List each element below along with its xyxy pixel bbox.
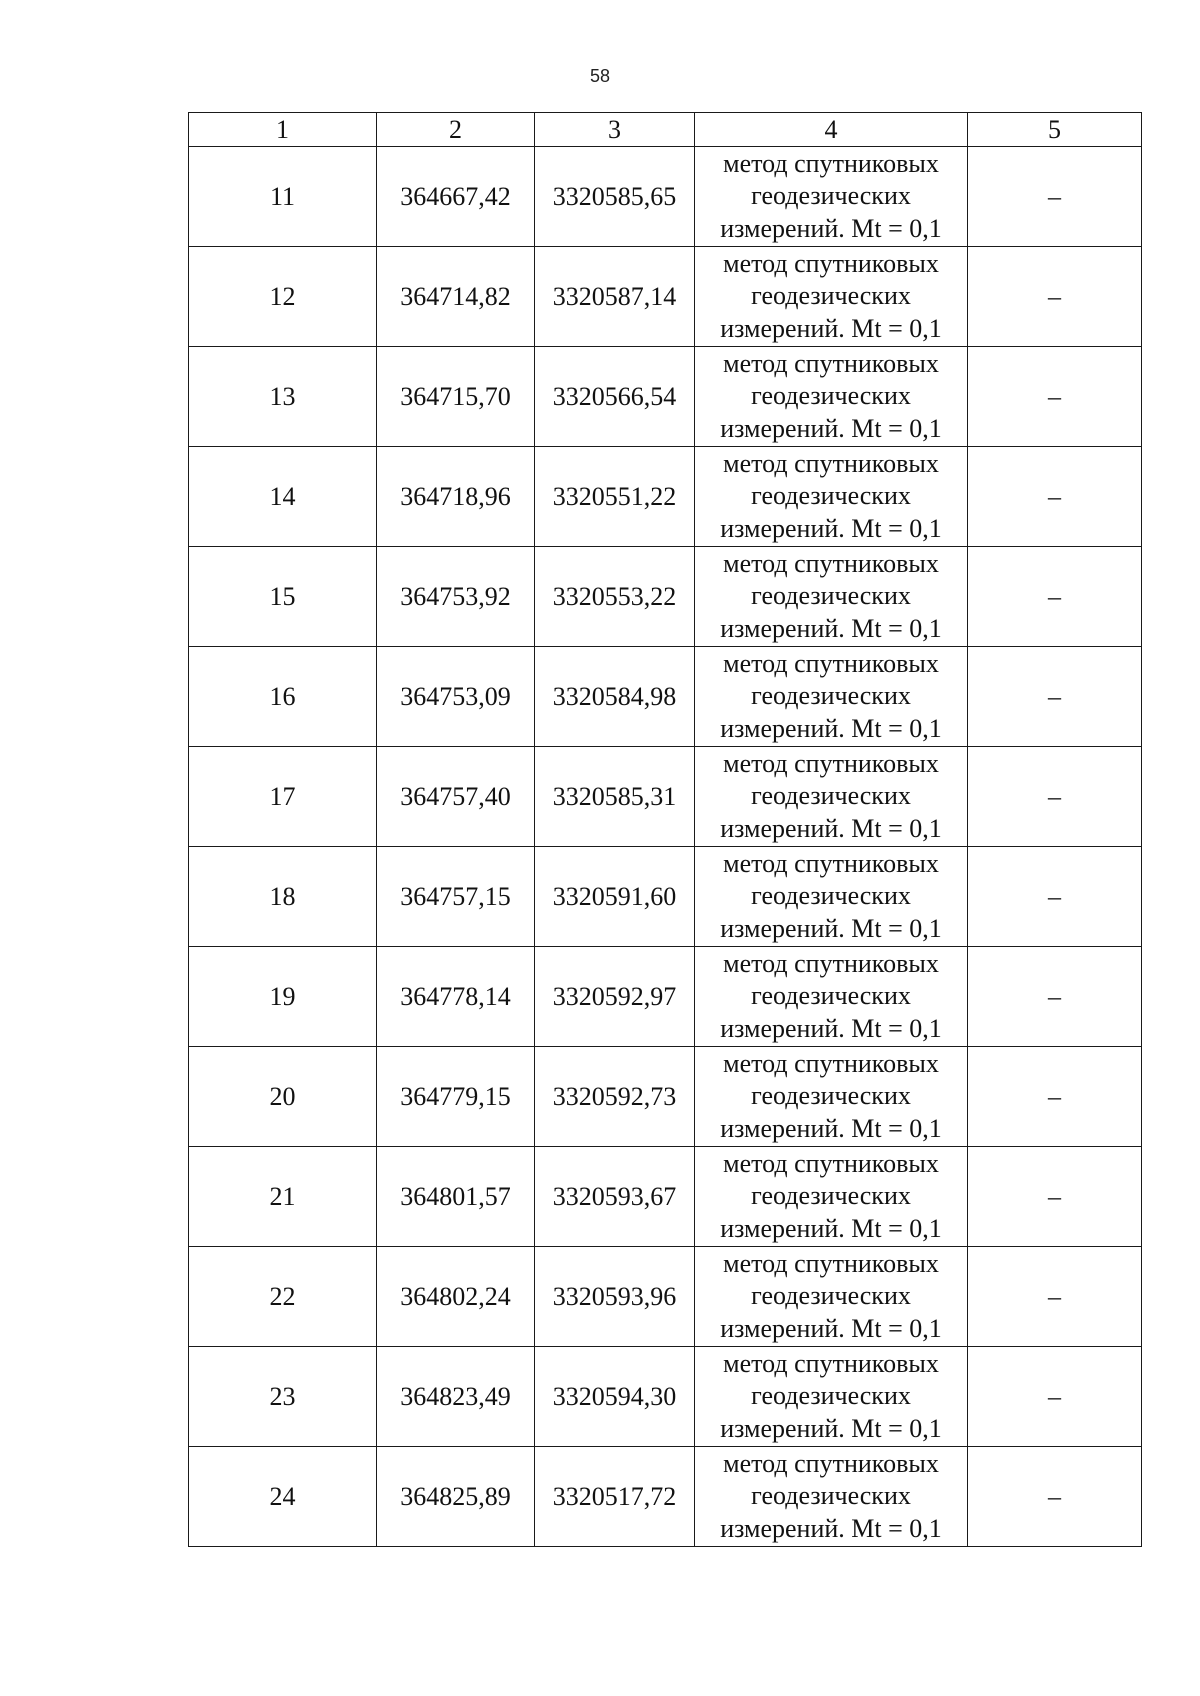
method-line: метод спутниковых (723, 1448, 939, 1478)
table-row (189, 147, 1142, 247)
note-cell: – (968, 547, 1142, 647)
coordinates-table-container (188, 112, 1141, 1547)
table-row (189, 947, 1142, 1047)
table-row (189, 1047, 1142, 1147)
method-line: измерений. Mt = 0,1 (720, 913, 942, 943)
method-cell (695, 1347, 968, 1447)
y-coordinate-cell: 3320517,72 (535, 1447, 695, 1547)
method-line: измерений. Mt = 0,1 (720, 1213, 942, 1243)
x-coordinate-cell: 364802,24 (377, 1247, 535, 1347)
method-line: метод спутниковых (723, 648, 939, 678)
method-line: геодезических (751, 1381, 911, 1411)
table-row (189, 447, 1142, 547)
note-cell: – (968, 647, 1142, 747)
x-coordinate-cell: 364757,40 (377, 747, 535, 847)
method-cell (695, 747, 968, 847)
x-coordinate-cell: 364667,42 (377, 147, 535, 247)
note-cell: – (968, 447, 1142, 547)
y-coordinate-cell: 3320585,65 (535, 147, 695, 247)
x-coordinate-cell: 364779,15 (377, 1047, 535, 1147)
column-header: 1 (189, 113, 377, 147)
table-row (189, 647, 1142, 747)
note-cell: – (968, 1347, 1142, 1447)
y-coordinate-cell: 3320551,22 (535, 447, 695, 547)
method-cell (695, 547, 968, 647)
point-number-cell: 20 (189, 1047, 377, 1147)
coordinates-table (188, 112, 1142, 1547)
y-coordinate-cell: 3320587,14 (535, 247, 695, 347)
table-row (189, 1447, 1142, 1547)
method-line: геодезических (751, 1181, 911, 1211)
method-line: метод спутниковых (723, 848, 939, 878)
method-line: метод спутниковых (723, 1148, 939, 1178)
point-number-cell: 16 (189, 647, 377, 747)
method-line: геодезических (751, 181, 911, 211)
column-header: 2 (377, 113, 535, 147)
method-line: измерений. Mt = 0,1 (720, 1413, 942, 1443)
note-cell: – (968, 747, 1142, 847)
point-number-cell: 23 (189, 1347, 377, 1447)
method-cell (695, 1247, 968, 1347)
method-line: измерений. Mt = 0,1 (720, 813, 942, 843)
column-header: 4 (695, 113, 968, 147)
table-row (189, 247, 1142, 347)
x-coordinate-cell: 364714,82 (377, 247, 535, 347)
point-number-cell: 19 (189, 947, 377, 1047)
table-row (189, 847, 1142, 947)
point-number-cell: 17 (189, 747, 377, 847)
method-line: метод спутниковых (723, 348, 939, 378)
x-coordinate-cell: 364825,89 (377, 1447, 535, 1547)
method-line: метод спутниковых (723, 748, 939, 778)
point-number-cell: 21 (189, 1147, 377, 1247)
method-line: геодезических (751, 881, 911, 911)
method-cell (695, 447, 968, 547)
method-line: метод спутниковых (723, 1048, 939, 1078)
method-line: геодезических (751, 981, 911, 1011)
method-line: измерений. Mt = 0,1 (720, 213, 942, 243)
method-line: геодезических (751, 281, 911, 311)
note-cell: – (968, 1047, 1142, 1147)
method-cell (695, 847, 968, 947)
x-coordinate-cell: 364753,92 (377, 547, 535, 647)
y-coordinate-cell: 3320591,60 (535, 847, 695, 947)
method-line: метод спутниковых (723, 548, 939, 578)
point-number-cell: 14 (189, 447, 377, 547)
note-cell: – (968, 1247, 1142, 1347)
method-cell (695, 947, 968, 1047)
x-coordinate-cell: 364757,15 (377, 847, 535, 947)
point-number-cell: 15 (189, 547, 377, 647)
column-header: 3 (535, 113, 695, 147)
method-line: геодезических (751, 681, 911, 711)
y-coordinate-cell: 3320585,31 (535, 747, 695, 847)
point-number-cell: 22 (189, 1247, 377, 1347)
point-number-cell: 13 (189, 347, 377, 447)
page-number: 58 (589, 66, 611, 86)
note-cell: – (968, 1447, 1142, 1547)
method-line: метод спутниковых (723, 448, 939, 478)
method-line: метод спутниковых (723, 1248, 939, 1278)
note-cell: – (968, 847, 1142, 947)
method-line: метод спутниковых (723, 1348, 939, 1378)
method-cell (695, 1447, 968, 1547)
column-header: 5 (968, 113, 1142, 147)
method-cell (695, 347, 968, 447)
method-line: геодезических (751, 481, 911, 511)
x-coordinate-cell: 364823,49 (377, 1347, 535, 1447)
y-coordinate-cell: 3320593,67 (535, 1147, 695, 1247)
y-coordinate-cell: 3320553,22 (535, 547, 695, 647)
method-line: геодезических (751, 381, 911, 411)
note-cell: – (968, 347, 1142, 447)
method-cell (695, 147, 968, 247)
x-coordinate-cell: 364801,57 (377, 1147, 535, 1247)
method-line: измерений. Mt = 0,1 (720, 413, 942, 443)
y-coordinate-cell: 3320592,73 (535, 1047, 695, 1147)
method-line: геодезических (751, 781, 911, 811)
method-line: измерений. Mt = 0,1 (720, 613, 942, 643)
x-coordinate-cell: 364753,09 (377, 647, 535, 747)
point-number-cell: 18 (189, 847, 377, 947)
method-cell (695, 1147, 968, 1247)
method-line: измерений. Mt = 0,1 (720, 1513, 942, 1543)
method-line: метод спутниковых (723, 148, 939, 178)
method-line: измерений. Mt = 0,1 (720, 1313, 942, 1343)
table-row (189, 1147, 1142, 1247)
note-cell: – (968, 247, 1142, 347)
method-line: измерений. Mt = 0,1 (720, 713, 942, 743)
method-line: метод спутниковых (723, 248, 939, 278)
method-line: геодезических (751, 1081, 911, 1111)
table-row (189, 1247, 1142, 1347)
table-header (189, 113, 1142, 147)
method-line: измерений. Mt = 0,1 (720, 513, 942, 543)
y-coordinate-cell: 3320566,54 (535, 347, 695, 447)
method-cell (695, 1047, 968, 1147)
x-coordinate-cell: 364715,70 (377, 347, 535, 447)
x-coordinate-cell: 364778,14 (377, 947, 535, 1047)
method-line: геодезических (751, 1281, 911, 1311)
table-body (189, 147, 1142, 1547)
note-cell: – (968, 147, 1142, 247)
x-coordinate-cell: 364718,96 (377, 447, 535, 547)
method-line: измерений. Mt = 0,1 (720, 313, 942, 343)
y-coordinate-cell: 3320593,96 (535, 1247, 695, 1347)
method-cell (695, 647, 968, 747)
point-number-cell: 12 (189, 247, 377, 347)
method-cell (695, 247, 968, 347)
table-row (189, 1347, 1142, 1447)
y-coordinate-cell: 3320594,30 (535, 1347, 695, 1447)
header-row (189, 113, 1142, 147)
method-line: измерений. Mt = 0,1 (720, 1013, 942, 1043)
point-number-cell: 24 (189, 1447, 377, 1547)
method-line: измерений. Mt = 0,1 (720, 1113, 942, 1143)
table-row (189, 747, 1142, 847)
method-line: метод спутниковых (723, 948, 939, 978)
note-cell: – (968, 947, 1142, 1047)
y-coordinate-cell: 3320584,98 (535, 647, 695, 747)
y-coordinate-cell: 3320592,97 (535, 947, 695, 1047)
method-line: геодезических (751, 581, 911, 611)
table-row (189, 347, 1142, 447)
table-row (189, 547, 1142, 647)
method-line: геодезических (751, 1481, 911, 1511)
point-number-cell: 11 (189, 147, 377, 247)
note-cell: – (968, 1147, 1142, 1247)
